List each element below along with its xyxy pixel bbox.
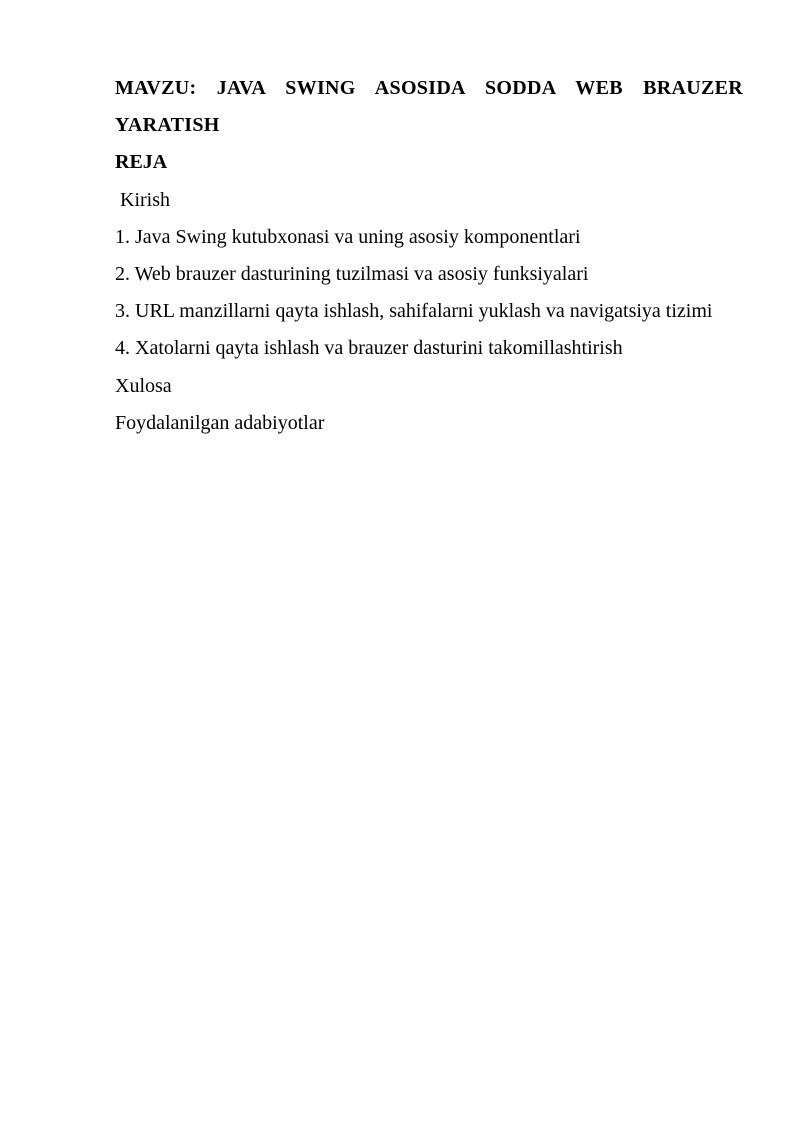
plan-conclusion: Xulosa <box>115 374 172 397</box>
plan-item: 2. Web brauzer dasturining tuzilmasi va asosiy funksiyalari <box>115 263 589 286</box>
plan-references: Foydalanilgan adabiyotlar <box>115 411 325 434</box>
document-title: MAVZU: JAVA SWING ASOSIDA SODDA WEB BRAUZER YARATISH <box>115 77 743 137</box>
plan-heading: REJA <box>115 151 168 174</box>
plan-intro: Kirish <box>120 188 170 211</box>
document-content <box>115 70 743 442</box>
plan-item: 3. URL manzillarni qayta ishlash, sahifalarni yuklash va navigatsiya tizimi <box>115 300 713 323</box>
plan-item: 1. Java Swing kutubxonasi va uning asosiy komponentlari <box>115 225 581 248</box>
plan-item: 4. Xatolarni qayta ishlash va brauzer dasturini takomillashtirish <box>115 337 623 360</box>
